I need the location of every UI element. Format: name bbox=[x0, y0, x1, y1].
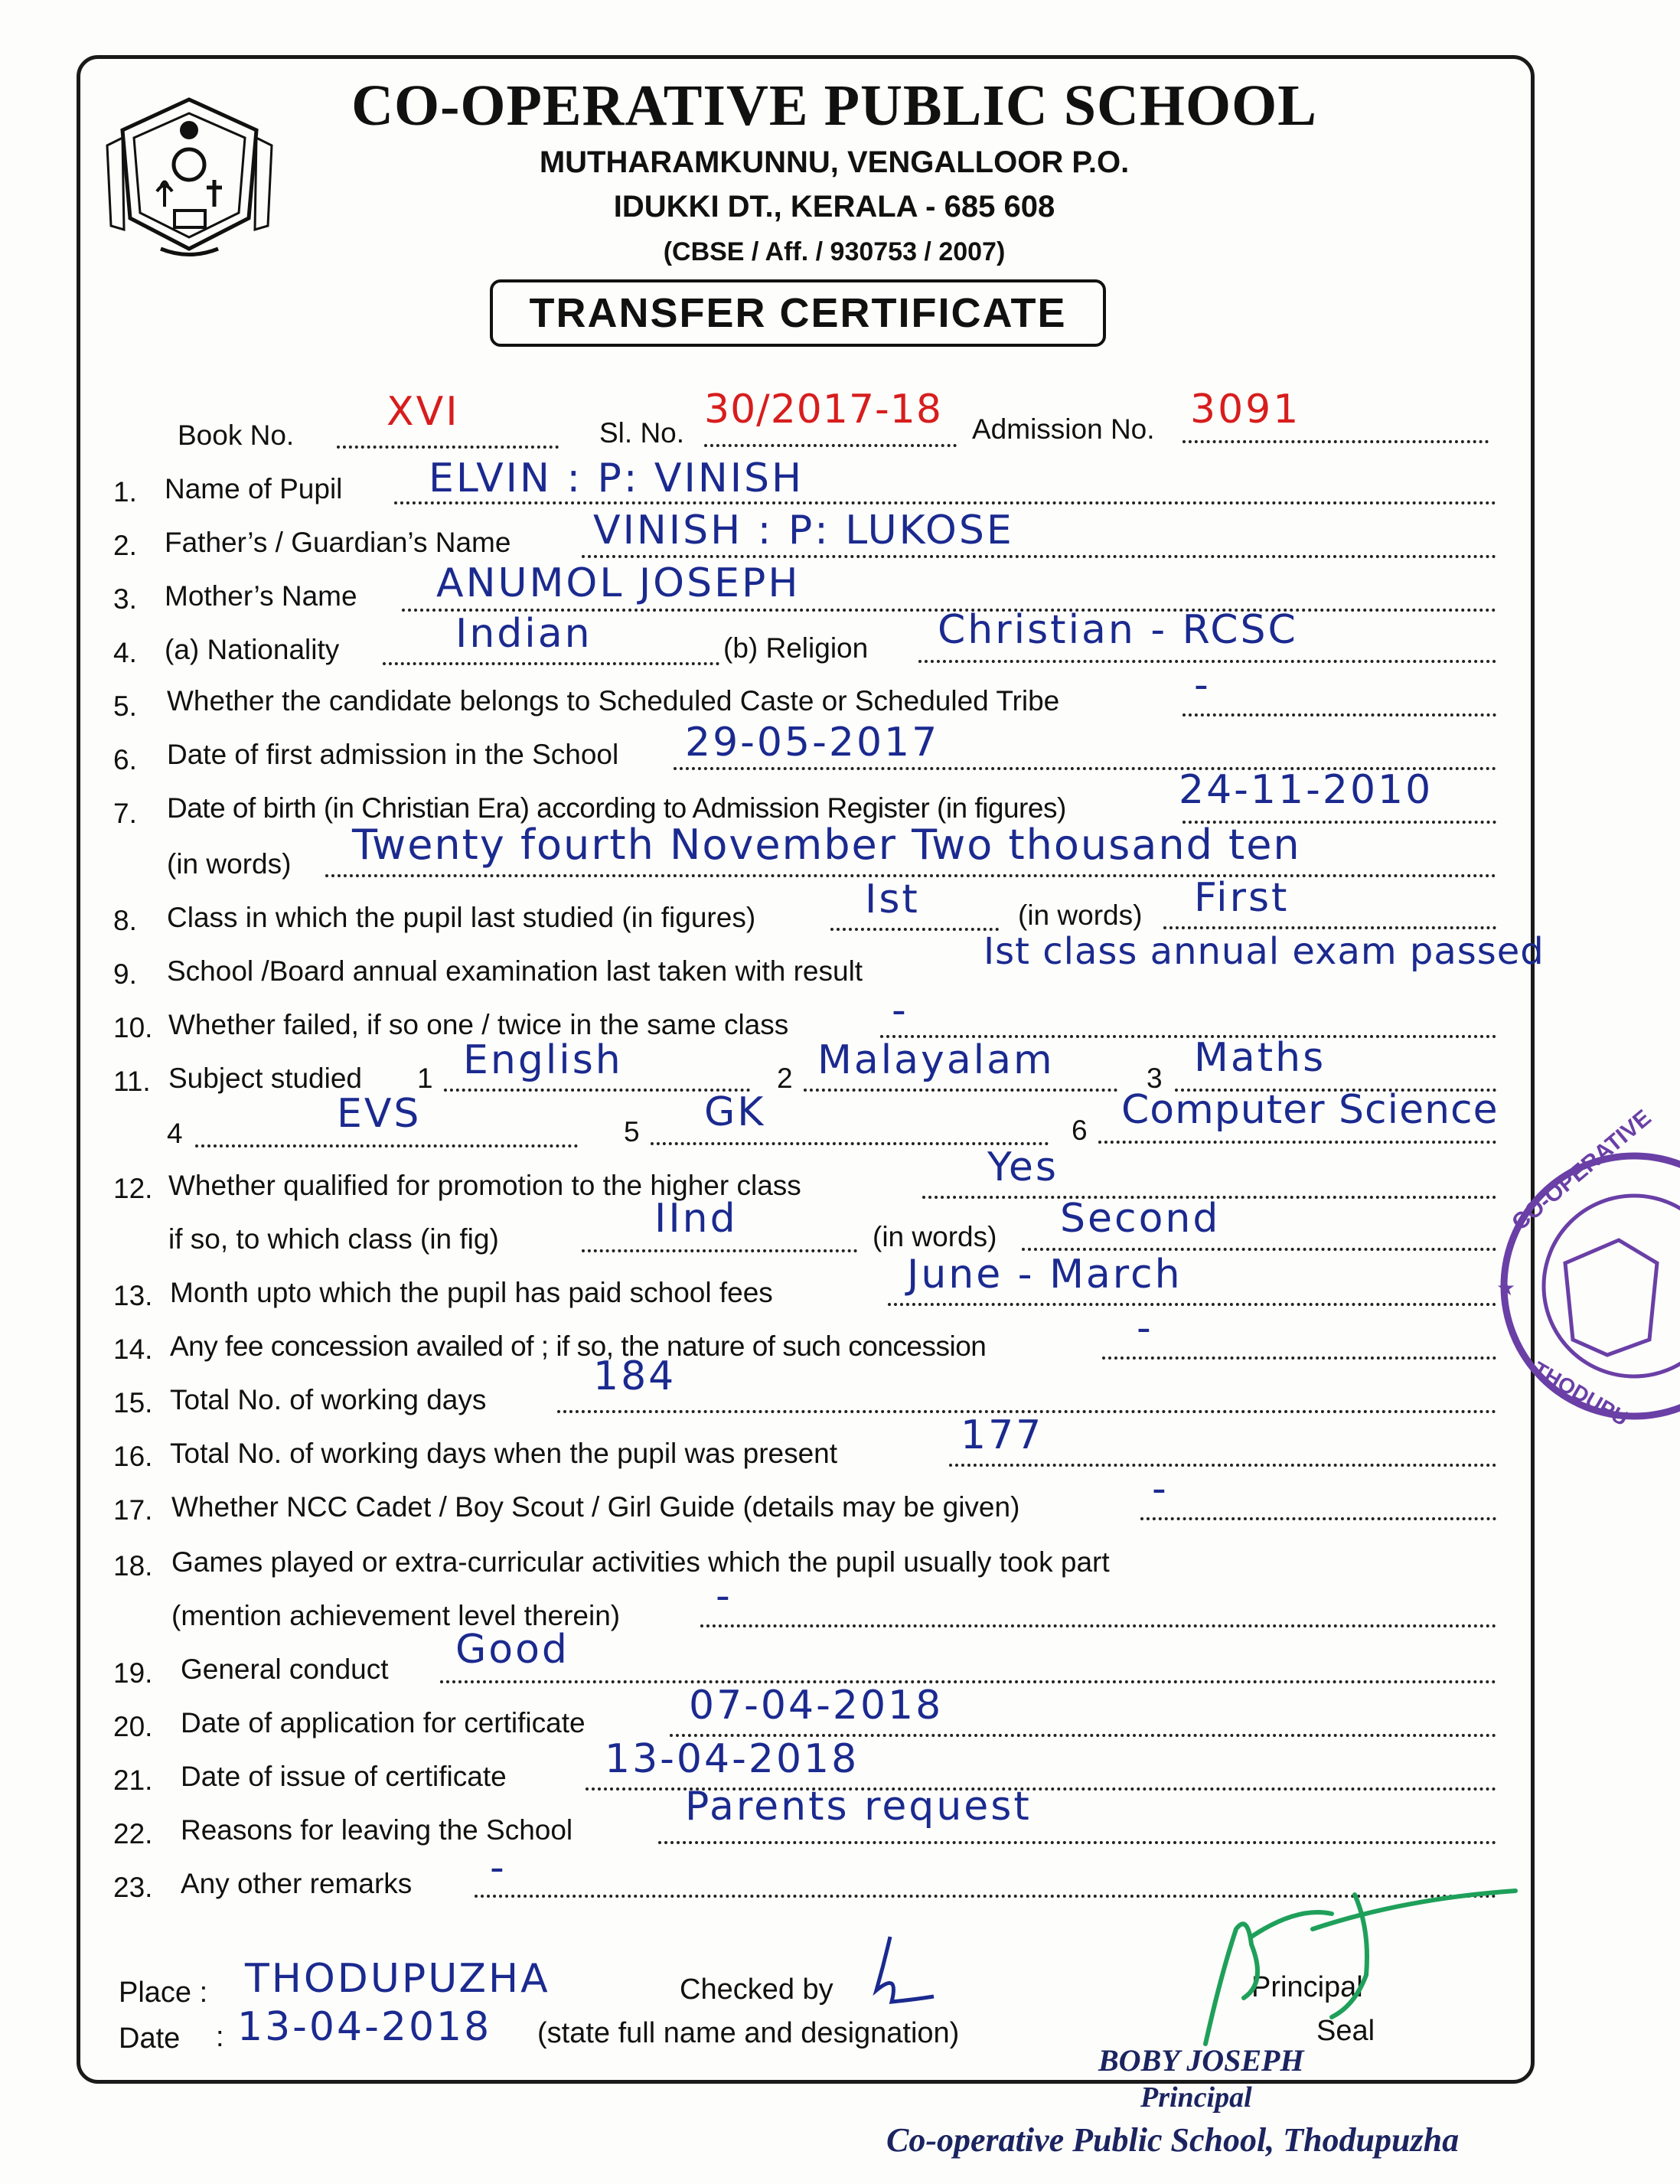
conduct-value: Good bbox=[455, 1627, 569, 1673]
certificate-title: TRANSFER CERTIFICATE bbox=[490, 279, 1106, 347]
dotted-line bbox=[704, 444, 957, 447]
field-label: Games played or extra-curricular activities which the pupil usually took part bbox=[171, 1546, 1110, 1578]
field-label: Date of application for certificate bbox=[181, 1707, 586, 1738]
ncc-value: - bbox=[1152, 1466, 1169, 1512]
seal-text-bottom: THODUPU bbox=[1528, 1356, 1633, 1431]
field-number: 22. bbox=[113, 1818, 153, 1849]
field-number: 16. bbox=[113, 1441, 153, 1472]
next-class-figures-value: IInd bbox=[654, 1196, 738, 1242]
sl-no-label: Sl. No. bbox=[599, 417, 685, 449]
book-no-value: XVI bbox=[387, 389, 460, 435]
address-line-2: IDUKKI DT., KERALA - 685 608 bbox=[613, 190, 1055, 224]
field-label: Reasons for leaving the School bbox=[181, 1814, 573, 1846]
subject-4-value: EVS bbox=[337, 1091, 422, 1137]
exam-result-value: Ist class annual exam passed bbox=[984, 930, 1545, 973]
principal-title-stamp: Principal bbox=[1140, 2081, 1252, 2114]
field-number: 1. bbox=[113, 476, 137, 508]
dotted-line bbox=[383, 662, 719, 665]
field-number: 20. bbox=[113, 1711, 153, 1742]
field-number: 17. bbox=[113, 1494, 153, 1526]
dotted-line bbox=[1102, 1356, 1496, 1360]
fee-concession-value: - bbox=[1137, 1305, 1153, 1351]
application-date-value: 07-04-2018 bbox=[689, 1683, 944, 1729]
leaving-reason-value: Parents request bbox=[685, 1784, 1032, 1830]
dotted-line bbox=[1163, 926, 1496, 929]
svg-text:★: ★ bbox=[1496, 1276, 1516, 1300]
field-number: 13. bbox=[113, 1280, 153, 1311]
date-colon: : bbox=[216, 2021, 224, 2053]
field-label: (b) Religion bbox=[723, 632, 869, 664]
field-number: 4. bbox=[113, 637, 137, 668]
date-value: 13-04-2018 bbox=[237, 2004, 492, 2050]
field-label: Any other remarks bbox=[181, 1868, 413, 1899]
pupil-name-value: ELVIN : P: VINISH bbox=[429, 455, 804, 501]
subject-5-value: GK bbox=[704, 1089, 766, 1135]
place-label: Place : bbox=[119, 1977, 208, 2009]
affiliation-number: (CBSE / Aff. / 930753 / 2007) bbox=[663, 237, 1006, 266]
school-name: CO-OPERATIVE PUBLIC SCHOOL bbox=[351, 73, 1317, 138]
failed-value: - bbox=[892, 988, 909, 1033]
dotted-line bbox=[582, 555, 1496, 558]
subject-2-value: Malayalam bbox=[817, 1037, 1055, 1083]
field-label: Month upto which the pupil has paid school fees bbox=[170, 1277, 773, 1308]
school-seal-icon bbox=[1481, 1105, 1680, 1431]
dotted-line bbox=[700, 1624, 1496, 1627]
admission-no-label: Admission No. bbox=[972, 413, 1155, 445]
address-line-1: MUTHARAMKUNNU, VENGALLOOR P.O. bbox=[539, 145, 1130, 179]
field-label: Date of issue of certificate bbox=[181, 1761, 507, 1792]
dotted-line bbox=[949, 1464, 1496, 1467]
dotted-line bbox=[804, 1089, 1117, 1092]
next-class-words-value: Second bbox=[1060, 1196, 1221, 1242]
dotted-line bbox=[582, 1249, 857, 1252]
dotted-line bbox=[1140, 1517, 1496, 1520]
field-number: 23. bbox=[113, 1872, 153, 1903]
seal-text-top: CO-OPERATIVE bbox=[1507, 1105, 1656, 1236]
fees-paid-value: June - March bbox=[907, 1252, 1183, 1298]
field-number: 6. bbox=[113, 744, 137, 775]
dotted-line bbox=[440, 1680, 1496, 1683]
dotted-line bbox=[658, 1841, 1496, 1844]
field-number: 10. bbox=[113, 1012, 153, 1043]
dotted-line bbox=[1183, 713, 1496, 717]
sl-no-value: 30/2017-18 bbox=[704, 387, 942, 433]
field-label: (in words) bbox=[167, 848, 292, 880]
field-number: 2. bbox=[113, 530, 137, 561]
field-number: 11. bbox=[113, 1066, 151, 1097]
subject-number: 6 bbox=[1072, 1115, 1088, 1146]
subject-6-value: Computer Science bbox=[1121, 1087, 1499, 1133]
nationality-value: Indian bbox=[455, 611, 592, 657]
field-label: (in words) bbox=[1018, 899, 1143, 931]
field-number: 14. bbox=[113, 1334, 153, 1365]
checked-by-signature-icon bbox=[846, 1929, 938, 2013]
mother-name-value: ANUMOL JOSEPH bbox=[436, 560, 801, 606]
principal-signature-icon bbox=[1175, 1883, 1527, 2052]
dotted-line bbox=[1183, 440, 1489, 443]
admission-date-value: 29-05-2017 bbox=[685, 720, 940, 766]
dotted-line bbox=[1022, 1248, 1496, 1251]
dob-words-value: Twenty fourth November Two thousand ten bbox=[352, 821, 1301, 869]
field-label: Whether the candidate belongs to Scheduled Caste or Scheduled Tribe bbox=[167, 685, 1060, 717]
caste-value: - bbox=[1194, 662, 1211, 708]
field-label: Mother’s Name bbox=[165, 580, 357, 612]
field-number: 9. bbox=[113, 958, 137, 990]
field-label: School /Board annual examination last taken with result bbox=[167, 955, 863, 987]
subject-1-value: English bbox=[463, 1037, 623, 1083]
place-value: THODUPUZHA bbox=[245, 1956, 550, 2002]
date-label: Date bbox=[119, 2022, 181, 2055]
field-number: 7. bbox=[113, 798, 137, 829]
field-label: Whether failed, if so one / twice in the same class bbox=[168, 1009, 789, 1040]
remarks-value: - bbox=[490, 1845, 507, 1891]
admission-no-value: 3091 bbox=[1190, 387, 1301, 433]
class-figures-value: Ist bbox=[865, 877, 920, 922]
field-label: Subject studied bbox=[168, 1063, 363, 1094]
checked-by-label: Checked by bbox=[680, 1973, 833, 2006]
working-days-value: 184 bbox=[593, 1353, 677, 1399]
issue-date-value: 13-04-2018 bbox=[605, 1736, 860, 1782]
field-number: 12. bbox=[113, 1173, 153, 1204]
field-label: Total No. of working days when the pupil was present bbox=[170, 1438, 838, 1469]
subject-number: 5 bbox=[624, 1116, 640, 1147]
field-label: Date of first admission in the School bbox=[167, 739, 619, 770]
school-name-stamp: Co-operative Public School, Thodupuzha bbox=[886, 2121, 1460, 2159]
dotted-line bbox=[394, 501, 1496, 504]
book-no-label: Book No. bbox=[178, 419, 295, 451]
field-number: 18. bbox=[113, 1550, 153, 1582]
dotted-line bbox=[195, 1144, 578, 1147]
seal-label: Seal bbox=[1316, 2015, 1375, 2047]
field-label: if so, to which class (in fig) bbox=[168, 1223, 499, 1255]
dob-figures-value: 24-11-2010 bbox=[1179, 767, 1434, 813]
field-label: Date of birth (in Christian Era) according to Admission Register (in figures) bbox=[167, 792, 1066, 824]
subject-number: 3 bbox=[1147, 1063, 1163, 1094]
field-label: Name of Pupil bbox=[165, 473, 343, 504]
subject-number: 2 bbox=[777, 1063, 793, 1094]
field-number: 3. bbox=[113, 583, 137, 615]
dotted-line bbox=[888, 1303, 1496, 1306]
field-number: 8. bbox=[113, 905, 137, 936]
class-words-value: First bbox=[1194, 875, 1290, 921]
field-label: Any fee concession availed of ; if so, the nature of such concession bbox=[170, 1330, 987, 1362]
checked-by-note: (state full name and designation) bbox=[537, 2017, 960, 2049]
field-number: 19. bbox=[113, 1657, 153, 1689]
guardian-name-value: VINISH : P: LUKOSE bbox=[593, 508, 1014, 553]
field-number: 21. bbox=[113, 1765, 153, 1796]
field-number: 15. bbox=[113, 1387, 153, 1418]
promotion-value: Yes bbox=[987, 1144, 1059, 1190]
field-label: Class in which the pupil last studied (in figures) bbox=[167, 902, 756, 933]
field-label: General conduct bbox=[181, 1654, 389, 1685]
activities-value: - bbox=[716, 1573, 732, 1619]
field-label: Whether NCC Cadet / Boy Scout / Girl Guide (details may be given) bbox=[171, 1491, 1020, 1523]
subject-3-value: Maths bbox=[1194, 1035, 1326, 1081]
field-label: (mention achievement level therein) bbox=[171, 1600, 621, 1631]
dotted-line bbox=[1098, 1141, 1496, 1144]
field-number: 5. bbox=[113, 690, 137, 722]
principal-label: Principal bbox=[1251, 1971, 1363, 2003]
school-logo-icon bbox=[107, 84, 272, 264]
principal-name-stamp: BOBY JOSEPH bbox=[1098, 2043, 1304, 2078]
field-label: Father’s / Guardian’s Name bbox=[165, 527, 511, 558]
field-label: Total No. of working days bbox=[170, 1384, 487, 1415]
field-label: (in words) bbox=[873, 1221, 997, 1252]
days-present-value: 177 bbox=[961, 1412, 1044, 1458]
dotted-line bbox=[337, 446, 559, 449]
subject-number: 1 bbox=[417, 1063, 433, 1094]
subject-number: 4 bbox=[167, 1118, 183, 1149]
field-label: Whether qualified for promotion to the higher class bbox=[168, 1170, 801, 1201]
dotted-line bbox=[830, 928, 999, 931]
field-label: (a) Nationality bbox=[165, 634, 340, 665]
religion-value: Christian - RCSC bbox=[938, 607, 1298, 653]
